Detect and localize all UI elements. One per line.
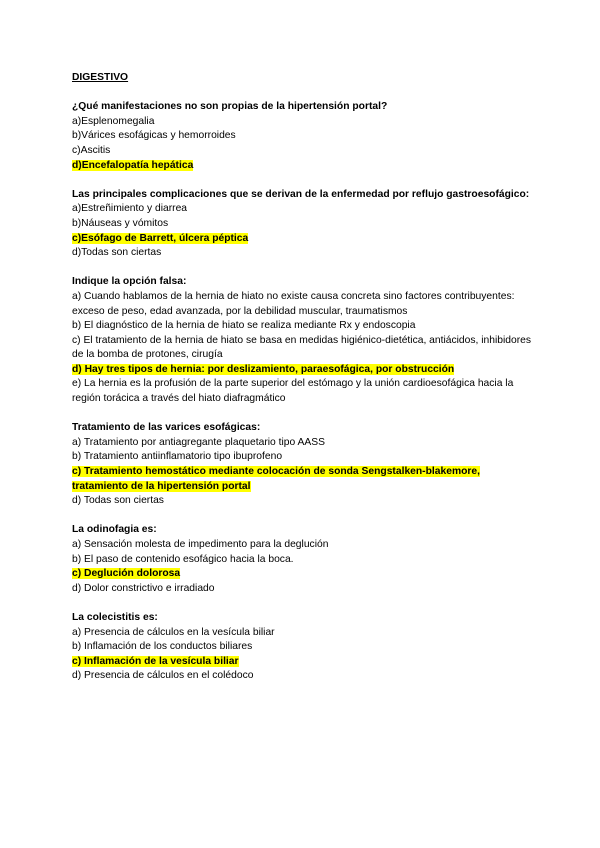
question-block-6: [72, 611, 532, 684]
option-c-correct: c) Deglución dolorosa: [72, 568, 181, 580]
option-d: d) Dolor constrictivo e irradiado: [72, 582, 215, 594]
option-d: d) Todas son ciertas: [72, 495, 164, 507]
option-d: d)Todas son ciertas: [72, 247, 162, 259]
document-title: DIGESTIVO: [72, 72, 129, 83]
option-d-correct: d) Hay tres tipos de hernia: por deslizamiento, paraesofágica, por obstrucción: [72, 363, 455, 375]
option-c-correct: c)Esófago de Barrett, úlcera péptica: [72, 232, 249, 244]
option-b: b) Inflamación de los conductos biliares: [72, 641, 253, 653]
option-e: e) La hernia es la profusión de la parte superior del estómago y la unión cardioesofágica hacia la región torácica a través del hiato diafragmático: [72, 378, 514, 405]
question-block-1: [72, 100, 532, 173]
option-a: a) Presencia de cálculos en la vesícula biliar: [72, 626, 275, 638]
question-text: ¿Qué manifestaciones no son propias de la hipertensión portal?: [72, 101, 388, 113]
question-text: La colecistitis es:: [72, 611, 158, 623]
option-c: c) El tratamiento de la hernia de hiato se basa en medidas higiénico-dietética, antiácidos, inhibidores de la bomba de protones, cirugía: [72, 334, 532, 361]
question-text: Indique la opción falsa:: [72, 276, 187, 288]
question-block-3: [72, 275, 532, 406]
option-b: b)Náuseas y vómitos: [72, 217, 169, 229]
option-a: a) Sensación molesta de impedimento para la deglución: [72, 539, 329, 550]
option-a: a)Esplenomegalia: [72, 115, 155, 127]
option-d-correct: d)Encefalopatía hepática: [72, 159, 194, 171]
option-b: b) El diagnóstico de la hernia de hiato se realiza mediante Rx y endoscopia: [72, 320, 416, 332]
option-b: b) El paso de contenido esofágico hacia la boca.: [72, 553, 294, 565]
question-block-5: [72, 523, 532, 596]
option-a: a)Estreñimiento y diarrea: [72, 203, 188, 215]
option-b: b)Várices esofágicas y hemorroides: [72, 130, 236, 142]
question-text: Las principales complicaciones que se derivan de la enfermedad por reflujo gastroesofágico:: [72, 188, 530, 200]
option-a: a) Cuando hablamos de la hernia de hiato no existe causa concreta sino factores contribuyentes: exceso de peso, edad avanzada, por la debilidad muscular, traumatismos: [72, 290, 515, 317]
option-c: c)Ascitis: [72, 144, 111, 156]
option-d: d) Presencia de cálculos en el colédoco: [72, 670, 254, 682]
document-content: [72, 71, 532, 699]
option-c-correct: c) Inflamación de la vesícula biliar: [72, 655, 239, 667]
option-c-correct: c) Tratamiento hemostático mediante colocación de sonda Sengstalken-blakemore, tratamiento de la hipertensión portal: [72, 466, 480, 492]
option-a: a) Tratamiento por antiagregante plaquetario tipo AASS: [72, 436, 326, 448]
question-block-2: [72, 188, 532, 261]
question-block-4: [72, 421, 532, 509]
question-text: Tratamiento de las varices esofágicas:: [72, 422, 261, 434]
question-text: La odinofagia es:: [72, 524, 157, 536]
option-b: b) Tratamiento antiinflamatorio tipo ibuprofeno: [72, 451, 283, 463]
